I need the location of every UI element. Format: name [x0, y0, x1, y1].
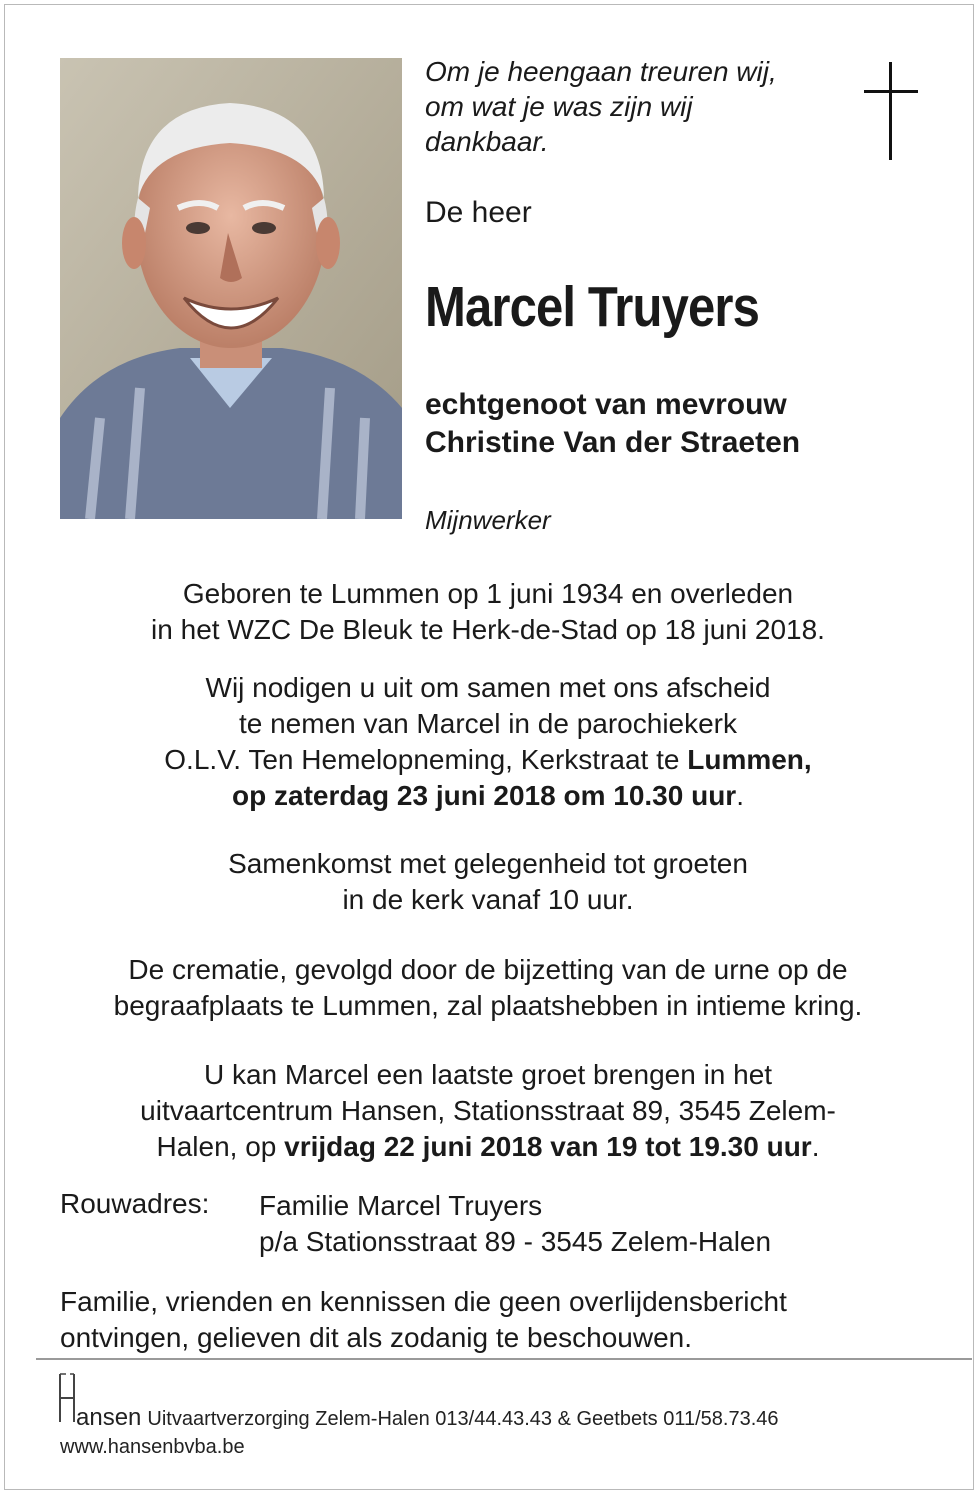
- paragraph-line: Wij nodigen u uit om samen met ons afscheid: [205, 672, 771, 703]
- ceremony-datetime: op zaterdag 23 juni 2018 om 10.30 uur: [232, 780, 737, 811]
- notice-disclaimer: [60, 1284, 940, 1356]
- paragraph-line: uitvaartcentrum Hansen, Stationsstraat 89, 3545 Zelem-: [140, 1095, 836, 1126]
- address-line: p/a Stationsstraat 89 - 3545 Zelem-Halen: [259, 1226, 772, 1257]
- mourning-address: [259, 1188, 771, 1260]
- portrait-photo: [60, 58, 402, 519]
- paragraph-line: Familie, vrienden en kennissen die geen overlijdensbericht: [60, 1286, 787, 1317]
- paragraph-line: in de kerk vanaf 10 uur.: [342, 884, 634, 915]
- spouse-line: echtgenoot van mevrouw: [425, 388, 787, 421]
- paragraph-line: Geboren te Lummen op 1 juni 1934 en overleden: [182, 578, 794, 609]
- paragraph-line: [40, 778, 936, 814]
- paragraph-line: in het WZC De Bleuk te Herk-de-Stad op 18 juni 2018.: [151, 614, 825, 645]
- footer-brand: [76, 1404, 779, 1432]
- quote-line: om wat je was zijn wij: [425, 91, 693, 122]
- birth-death-paragraph: [40, 576, 936, 648]
- quote-line: Om je heengaan treuren wij,: [425, 56, 777, 87]
- company-website: www.hansenbvba.be: [60, 1436, 245, 1458]
- ceremony-paragraph: [40, 670, 936, 814]
- viewing-paragraph: [40, 1057, 936, 1165]
- cross-icon: [862, 62, 922, 160]
- spouse-info: [425, 386, 800, 462]
- paragraph-line: Samenkomst met gelegenheid tot groeten: [228, 848, 748, 879]
- address-label: Rouwadres:: [60, 1188, 210, 1219]
- viewing-text: Halen, op: [156, 1131, 285, 1162]
- memorial-quote: [425, 54, 845, 159]
- company-name: ansen: [76, 1404, 142, 1431]
- gathering-paragraph: [40, 846, 936, 918]
- deceased-name: Marcel Truyers: [425, 275, 760, 339]
- paragraph-line: U kan Marcel een laatste groet brengen in het: [203, 1059, 773, 1090]
- spouse-line: Christine Van der Straeten: [425, 426, 801, 459]
- occupation: Mijnwerker: [425, 505, 551, 535]
- honorific: De heer: [425, 196, 532, 229]
- paragraph-line: [40, 1129, 936, 1165]
- quote-line: dankbaar.: [425, 126, 549, 157]
- paragraph-line: begraafplaats te Lummen, zal plaatshebben in intieme kring.: [113, 990, 863, 1021]
- address-line: Familie Marcel Truyers: [259, 1190, 543, 1221]
- punctuation: .: [811, 1131, 820, 1162]
- paragraph-line: ontvingen, gelieven dit als zodanig te beschouwen.: [60, 1322, 692, 1353]
- footer-divider: [36, 1358, 972, 1360]
- viewing-datetime: vrijdag 22 juni 2018 van 19 tot 19.30 uur: [284, 1131, 812, 1162]
- cremation-paragraph: [40, 952, 936, 1024]
- punctuation: .: [736, 780, 744, 811]
- ceremony-town: Lummen,: [687, 744, 812, 775]
- paragraph-line: te nemen van Marcel in de parochiekerk: [238, 708, 738, 739]
- paragraph-line: De crematie, gevolgd door de bijzetting van de urne op de: [128, 954, 848, 985]
- company-contact: Uitvaartverzorging Zelem-Halen 013/44.43.43 & Geetbets 011/58.73.46: [147, 1408, 779, 1430]
- paragraph-line: [40, 742, 936, 778]
- ceremony-location-text: O.L.V. Ten Hemelopneming, Kerkstraat te: [164, 744, 688, 775]
